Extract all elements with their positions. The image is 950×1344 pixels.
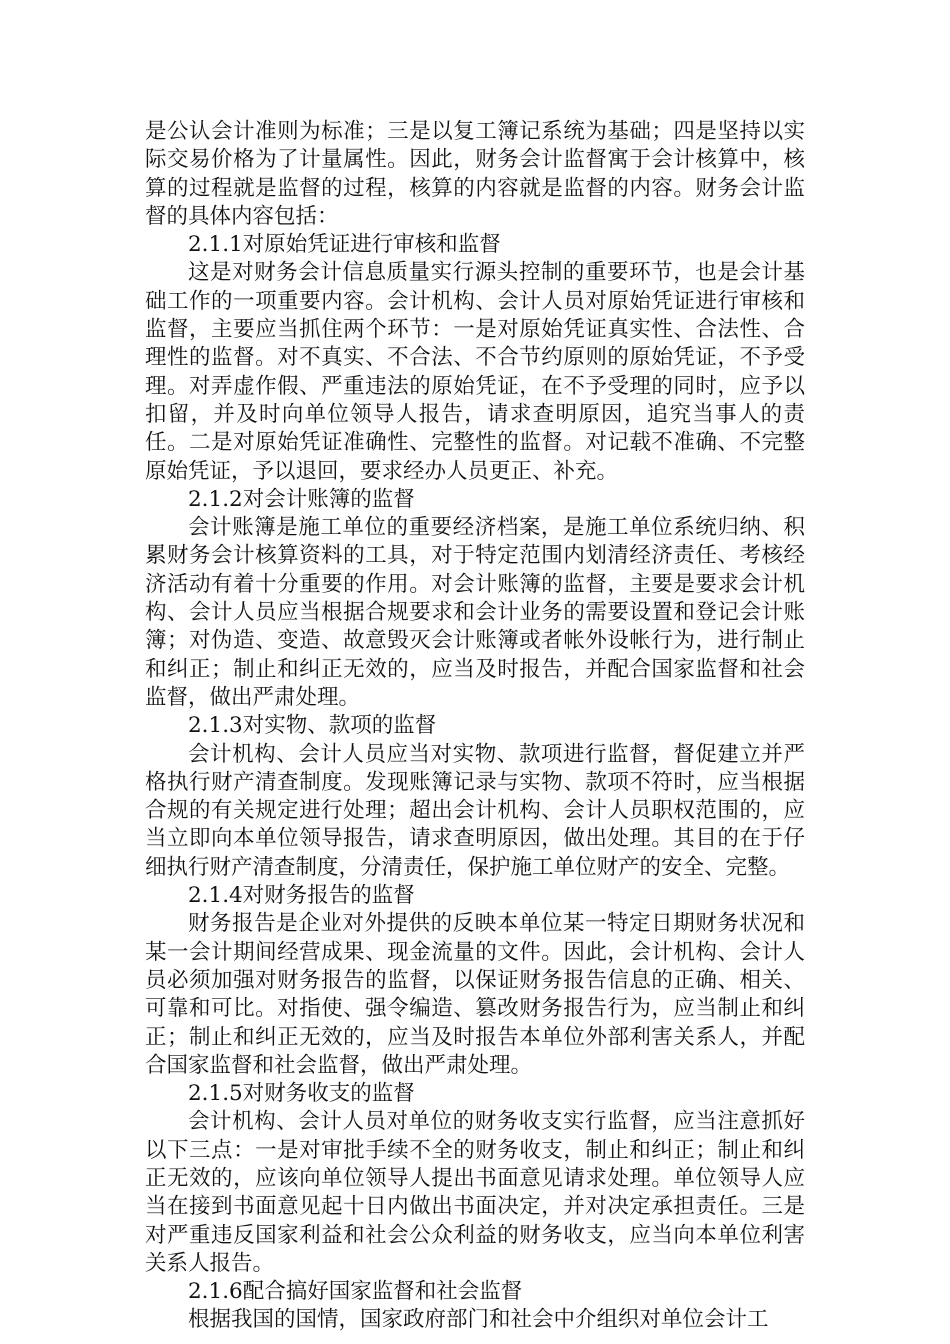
document-page [145,118,805,1335]
section-body-2-1-2: 会计账簿是施工单位的重要经济档案，是施工单位系统归纳、积累财务会计核算资料的工具，对于特定范围内划清经济责任、考核经济活动有着十分重要的作用。对会计账簿的监督，主要是要求会计机构、会计人员应当根据合规要求和会计业务的需要设置和登记会计账簿；对伪造、变造、故意毁灭会计账簿或者帐外设帐行为，进行制止和纠正；制止和纠正无效的，应当及时报告，并配合国家监督和社会监督，做出严肃处理。 [145,515,805,710]
section-body-2-1-1: 这是对财务会计信息质量实行源头控制的重要环节，也是会计基础工作的一项重要内容。会计机构、会计人员对原始凭证进行审核和监督，主要应当抓住两个环节：一是对原始凭证真实性、合法性、合理性的监督。对不真实、不合法、不合节约原则的原始凭证，不予受理。对弄虚作假、严重违法的原始凭证，在不予受理的同时，应予以扣留，并及时向单位领导人报告，请求查明原因，追究当事人的责任。二是对原始凭证准确性、完整性的监督。对记载不准确、不完整原始凭证，予以退回，要求经办人员更正、补充。 [145,260,805,484]
section-body-2-1-5: 会计机构、会计人员对单位的财务收支实行监督，应当注意抓好以下三点：一是对审批手续不全的财务收支，制止和纠正；制止和纠正无效的，应该向单位领导人提出书面意见请求处理。单位领导人应当在接到书面意见起十日内做出书面决定，并对决定承担责任。三是对严重违反国家利益和社会公众利益的财务收支，应当向本单位利害关系人报告。 [145,1109,805,1276]
section-heading-2-1-6: 2.1.6配合搞好国家监督和社会监督 [188,1279,523,1305]
section-body-2-1-3: 会计机构、会计人员应当对实物、款项进行监督，督促建立并严格执行财产清查制度。发现账簿记录与实物、款项不符时，应当根据合规的有关规定进行处理；超出会计机构、会计人员职权范围的，应当立即向本单位领导报告，请求查明原因，做出处理。其目的在于仔细执行财产清查制度，分清责任，保护施工单位财产的安全、完整。 [145,741,805,880]
section-body-2-1-4: 财务报告是企业对外提供的反映本单位某一特定日期财务状况和某一会计期间经营成果、现金流量的文件。因此，会计机构、会计人员必须加强对财务报告的监督，以保证财务报告信息的正确、相关、可靠和可比。对指使、强令编造、篡改财务报告行为，应当制止和纠正；制止和纠正无效的，应当及时报告本单位外部利害关系人，并配合国家监督和社会监督，做出严肃处理。 [145,911,805,1078]
section-body-2-1-6: 根据我国的国情，国家政府部门和社会中介组织对单位会计工 [188,1307,769,1333]
section-heading-2-1-1: 2.1.1对原始凭证进行审核和监督 [188,232,501,258]
section-heading-2-1-2: 2.1.2对会计账簿的监督 [188,486,415,512]
intro-paragraph: 是公认会计准则为标准；三是以复工簿记系统为基础；四是坚持以实际交易价格为了计量属性。因此，财务会计监督寓于会计核算中，核算的过程就是监督的过程，核算的内容就是监督的内容。财务会计监督的具体内容包括： [145,119,805,229]
section-heading-2-1-5: 2.1.5对财务收支的监督 [188,1081,415,1107]
section-heading-2-1-4: 2.1.4对财务报告的监督 [188,883,415,909]
section-heading-2-1-3: 2.1.3对实物、款项的监督 [188,713,437,739]
